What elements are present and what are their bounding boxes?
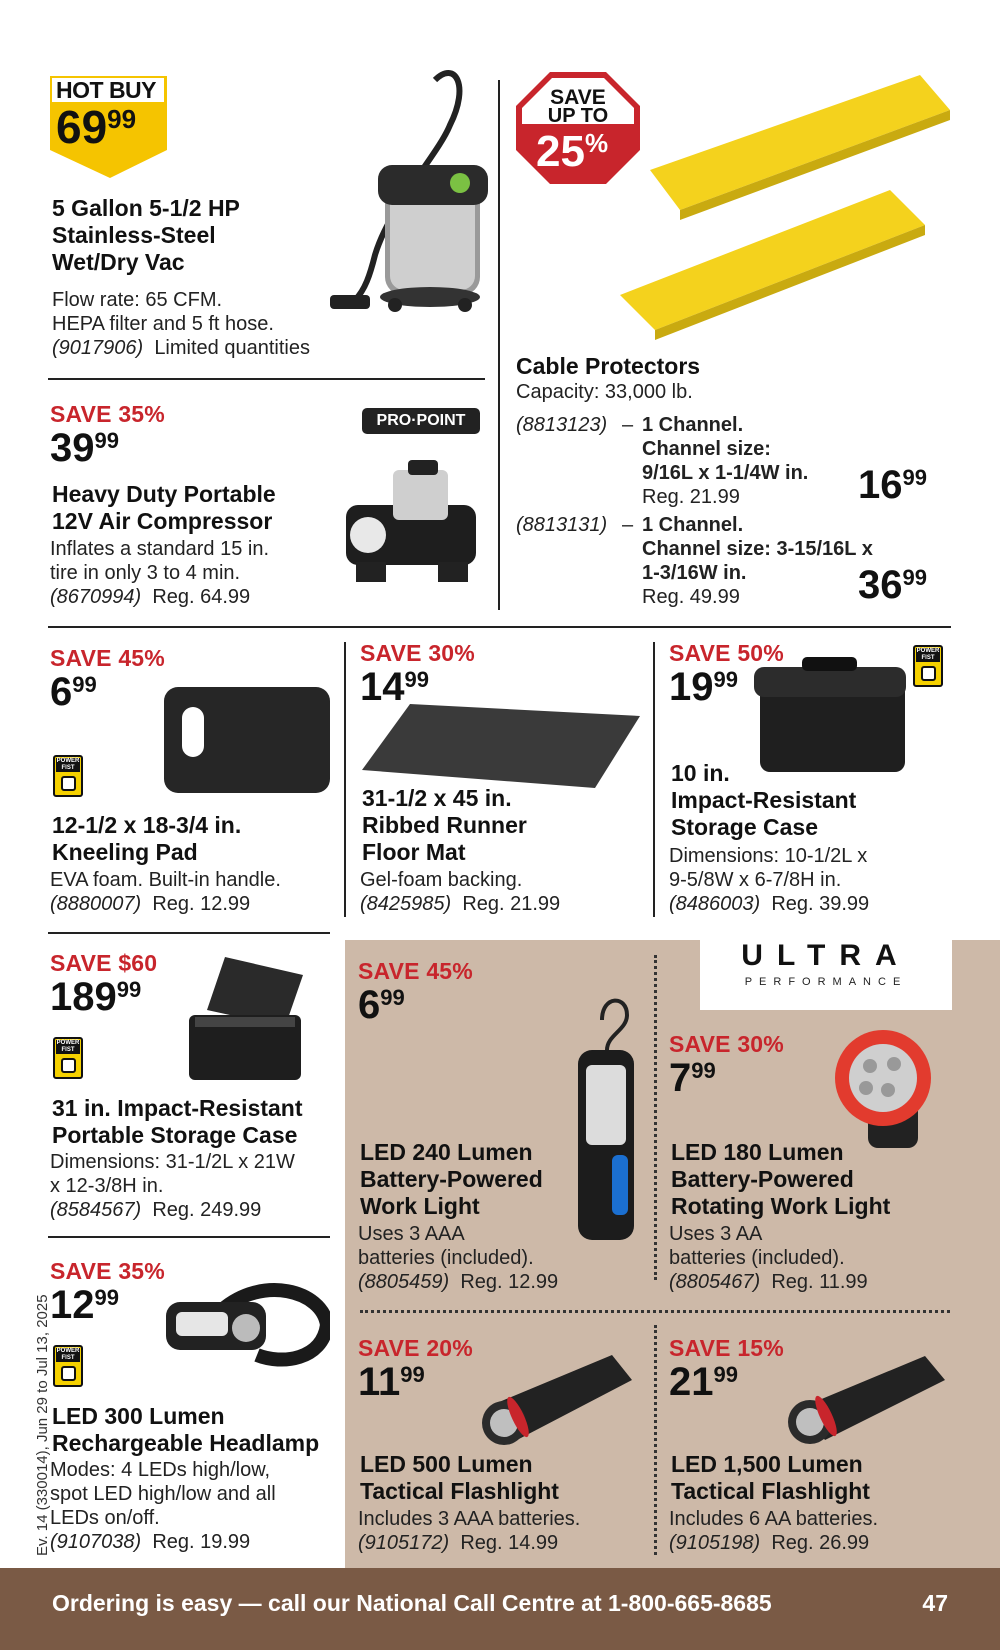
flash500-cents: 99: [400, 1362, 425, 1387]
worklight240-price: [358, 985, 405, 1025]
mat-description: [360, 868, 560, 916]
cable-item1-dash: –: [622, 414, 634, 436]
flashlight-1500-image: [780, 1348, 950, 1448]
mat-reg: Reg. 21.99: [462, 893, 561, 915]
headlamp-save: SAVE 35%: [50, 1258, 165, 1284]
ultra-logo-word: ULTRA: [741, 939, 911, 972]
worklight240-desc-line: batteries (included).: [358, 1247, 534, 1269]
power-fist-label: POWER FIST: [56, 1040, 80, 1053]
case31-desc-line: x 12-3/8H in.: [50, 1175, 164, 1197]
edition-note: Ev. 14 (330014), Jun 29 to Jul 13, 2025: [34, 1294, 51, 1556]
flash500-save: SAVE 20%: [358, 1335, 473, 1361]
worklight240-reg: Reg. 12.99: [460, 1271, 559, 1293]
compressor-title-line: 12V Air Compressor: [52, 508, 273, 534]
divider: [653, 642, 655, 917]
case10-title-line: Impact-Resistant: [671, 787, 857, 813]
kneel-description: [50, 868, 281, 916]
work-light-240-image: [572, 990, 642, 1250]
fist-icon: [61, 1366, 76, 1381]
pro-point-logo: PRO·POINT: [362, 408, 480, 434]
fist-icon: [61, 1058, 76, 1073]
power-fist-label: POWER FIST: [56, 1348, 80, 1361]
compressor-price: [50, 428, 119, 468]
case31-desc-line: Dimensions: 31-1/2L x 21W: [50, 1151, 295, 1173]
mat-dollars: 14: [360, 665, 405, 709]
compressor-reg: Reg. 64.99: [152, 586, 251, 608]
headlamp-dollars: 12: [50, 1283, 95, 1327]
flash1500-save: SAVE 15%: [669, 1335, 784, 1361]
cable-item2-line: 1 Channel.: [642, 514, 744, 536]
cable-item2-line: 1-3/16W in.: [642, 562, 747, 584]
flash500-title-line: LED 500 Lumen: [360, 1451, 533, 1477]
worklight180-title-line: Battery-Powered: [671, 1166, 854, 1192]
case10-dollars: 19: [669, 665, 714, 709]
kneel-title-line: Kneeling Pad: [52, 839, 198, 865]
case10-title: [671, 760, 856, 841]
save-badge-line1: SAVE: [550, 86, 606, 109]
compressor-sku: (8670994): [50, 586, 142, 608]
headlamp-desc-line: Modes: 4 LEDs high/low,: [50, 1459, 271, 1481]
kneeling-pad-image: [162, 685, 332, 795]
cable-item1-sku: (8813123): [516, 414, 608, 436]
case31-cents: 99: [116, 977, 142, 1002]
headlamp-price: [50, 1285, 119, 1325]
wet-dry-vac-image: [330, 65, 490, 325]
worklight240-sku: (8805459): [358, 1271, 450, 1293]
worklight240-dollars: 6: [358, 983, 381, 1027]
flash500-price: [358, 1362, 425, 1402]
cable-item2-details: [642, 513, 873, 609]
headlamp-reg: Reg. 19.99: [152, 1531, 251, 1553]
divider: [48, 626, 951, 628]
headlamp-sku: (9107038): [50, 1531, 142, 1553]
kneel-desc-line: EVA foam. Built-in handle.: [50, 869, 281, 891]
worklight180-price: [669, 1058, 716, 1098]
mat-cents: 99: [404, 667, 429, 692]
fist-icon: [921, 666, 936, 681]
hot-buy-cents: 99: [107, 104, 137, 134]
vac-title-line: Wet/Dry Vac: [52, 249, 185, 275]
flash1500-desc-line: Includes 6 AA batteries.: [669, 1508, 879, 1530]
headlamp-desc-line: LEDs on/off.: [50, 1507, 160, 1529]
flash500-dollars: 11: [358, 1360, 401, 1404]
cable-item2-dollars: 36: [858, 563, 903, 607]
worklight240-title-line: Work Light: [360, 1193, 480, 1219]
kneel-dollars: 6: [50, 670, 73, 714]
kneel-sku: (8880007): [50, 893, 142, 915]
worklight180-desc-line: Uses 3 AA: [669, 1223, 763, 1245]
flash500-title-line: Tactical Flashlight: [360, 1478, 559, 1504]
worklight180-description: [669, 1222, 868, 1294]
footer-bar: [0, 1568, 1000, 1650]
worklight240-title: [360, 1139, 543, 1220]
case31-title-line: 31 in. Impact-Resistant: [52, 1095, 303, 1121]
case31-save: SAVE $60: [50, 950, 158, 976]
case31-title-line: Portable Storage Case: [52, 1122, 298, 1148]
save-badge-number: 25: [536, 127, 585, 176]
rotating-work-light-image: [828, 1028, 943, 1153]
flash500-description: [358, 1507, 580, 1555]
flashlight-500-image: [472, 1345, 642, 1450]
cable-item1-line: 1 Channel.: [642, 414, 744, 436]
divider: [48, 378, 485, 380]
case10-reg: Reg. 39.99: [771, 893, 870, 915]
case10-title-line: Storage Case: [671, 814, 819, 840]
worklight180-cents: 99: [691, 1058, 716, 1083]
kneel-cents: 99: [72, 672, 97, 697]
power-fist-badge: [53, 755, 83, 797]
case31-title: [52, 1095, 303, 1149]
cable-item1-cents: 99: [902, 465, 927, 490]
headlamp-description: [50, 1458, 276, 1554]
case10-sku: (8486003): [669, 893, 761, 915]
case10-cents: 99: [713, 667, 738, 692]
flash500-sku: (9105172): [358, 1532, 450, 1554]
power-fist-label: POWER FIST: [916, 648, 940, 661]
flash1500-cents: 99: [713, 1362, 738, 1387]
kneel-title: [52, 812, 241, 866]
vac-sku: (9017906): [52, 337, 144, 359]
compressor-cents: 99: [94, 428, 119, 453]
flash1500-dollars: 21: [669, 1360, 714, 1404]
floor-mat-image: [360, 700, 642, 790]
compressor-title: [52, 481, 276, 535]
cable-item1-price: [858, 465, 927, 505]
worklight240-save: SAVE 45%: [358, 958, 473, 984]
compressor-save: SAVE 35%: [50, 401, 165, 427]
case31-price: [50, 977, 141, 1017]
kneel-title-line: 12-1/2 x 18-3/4 in.: [52, 812, 242, 838]
kneel-save: SAVE 45%: [50, 645, 165, 671]
headlamp-title-line: Rechargeable Headlamp: [52, 1430, 320, 1456]
vac-title: [52, 195, 240, 276]
dotted-divider: [654, 1325, 657, 1555]
cable-protector-image: [620, 65, 950, 340]
cable-item2-dash: –: [622, 514, 634, 536]
kneel-reg: Reg. 12.99: [152, 893, 251, 915]
case10-description: [669, 844, 869, 916]
compressor-description: [50, 537, 269, 609]
cable-item2-line: Channel size: 3-15/16L x: [642, 538, 873, 560]
vac-title-line: Stainless-Steel: [52, 222, 216, 248]
mat-save: SAVE 30%: [360, 640, 475, 666]
worklight240-title-line: Battery-Powered: [360, 1166, 543, 1192]
hot-buy-dollars: 69: [56, 101, 108, 153]
vac-note: Limited quantities: [154, 337, 310, 359]
cable-item2-price: [858, 565, 927, 605]
headlamp-desc-line: spot LED high/low and all: [50, 1483, 276, 1505]
divider: [344, 642, 346, 917]
flash1500-price: [669, 1362, 738, 1402]
divider: [48, 1236, 330, 1238]
flash1500-description: [669, 1507, 878, 1555]
save-badge-line2: UP TO: [547, 105, 609, 127]
worklight240-desc-line: Uses 3 AAA: [358, 1223, 465, 1245]
flash1500-title-line: Tactical Flashlight: [671, 1478, 870, 1504]
cable-item2-reg: Reg. 49.99: [642, 586, 740, 608]
cable-item2-cents: 99: [902, 565, 927, 590]
flash1500-reg: Reg. 26.99: [771, 1532, 870, 1554]
cable-item1-details: [642, 413, 808, 509]
divider: [498, 80, 500, 610]
ultra-performance-logo: [700, 925, 952, 1010]
worklight180-sku: (8805467): [669, 1271, 761, 1293]
air-compressor-image: [338, 450, 488, 590]
mat-sku: (8425985): [360, 893, 452, 915]
case10-desc-line: Dimensions: 10-1/2L x: [669, 845, 868, 867]
worklight180-save: SAVE 30%: [669, 1031, 784, 1057]
worklight240-title-line: LED 240 Lumen: [360, 1139, 533, 1165]
case10-price: [669, 667, 738, 707]
compressor-title-line: Heavy Duty Portable: [52, 481, 276, 507]
case10-title-line: 10 in.: [671, 760, 730, 786]
power-fist-label: POWER FIST: [56, 758, 80, 771]
vac-desc-line: Flow rate: 65 CFM.: [52, 289, 223, 311]
compressor-desc-line: tire in only 3 to 4 min.: [50, 562, 241, 584]
hot-buy-price: [56, 101, 137, 153]
case31-description: [50, 1150, 295, 1222]
mat-title-line: Ribbed Runner: [362, 812, 527, 838]
dotted-divider: [654, 955, 657, 1280]
divider: [48, 932, 330, 934]
cable-item1-line: Channel size:: [642, 438, 771, 460]
worklight180-title-line: LED 180 Lumen: [671, 1139, 844, 1165]
flash500-title: [360, 1451, 559, 1505]
save-badge-amount: [536, 127, 609, 176]
cable-item1-dollars: 16: [858, 463, 903, 507]
cable-title: Cable Protectors: [516, 353, 701, 379]
worklight180-title: [671, 1139, 890, 1220]
flash500-reg: Reg. 14.99: [460, 1532, 559, 1554]
power-fist-badge: [53, 1037, 83, 1079]
worklight180-dollars: 7: [669, 1056, 692, 1100]
hot-buy-badge: [42, 70, 177, 182]
fist-icon: [61, 776, 76, 791]
vac-title-line: 5 Gallon 5-1/2 HP: [52, 195, 240, 221]
worklight180-desc-line: batteries (included).: [669, 1247, 845, 1269]
call-centre-text: Ordering is easy — call our National Call Centre at 1-800-665-8685: [52, 1590, 772, 1616]
flash500-desc-line: Includes 3 AAA batteries.: [358, 1508, 581, 1530]
mat-title-line: Floor Mat: [362, 839, 466, 865]
storage-case-31in-image: [185, 955, 310, 1085]
headlamp-cents: 99: [94, 1285, 119, 1310]
save-badge-percent: %: [584, 128, 609, 158]
kneel-price: [50, 672, 97, 712]
case31-reg: Reg. 249.99: [152, 1199, 262, 1221]
vac-description: [52, 288, 310, 360]
hot-buy-label: HOT BUY: [56, 77, 156, 103]
cable-item2-sku: (8813131): [516, 514, 608, 536]
flash1500-sku: (9105198): [669, 1532, 761, 1554]
compressor-dollars: 39: [50, 426, 95, 470]
flash1500-title: [671, 1451, 870, 1505]
case31-sku: (8584567): [50, 1199, 142, 1221]
case10-save: SAVE 50%: [669, 640, 784, 666]
power-fist-badge: [913, 645, 943, 687]
worklight180-reg: Reg. 11.99: [771, 1271, 868, 1293]
mat-title: [362, 785, 527, 866]
headlamp-image: [162, 1280, 330, 1368]
ultra-logo-sub: PERFORMANCE: [744, 976, 908, 988]
case31-dollars: 189: [50, 975, 117, 1019]
cable-item1-line: 9/16L x 1-1/4W in.: [642, 462, 809, 484]
worklight240-description: [358, 1222, 558, 1294]
compressor-desc-line: Inflates a standard 15 in.: [50, 538, 270, 560]
flash1500-title-line: LED 1,500 Lumen: [671, 1451, 863, 1477]
headlamp-title: [52, 1403, 319, 1457]
case10-desc-line: 9-5/8W x 6-7/8H in.: [669, 869, 842, 891]
worklight240-cents: 99: [380, 985, 405, 1010]
cable-item1-reg: Reg. 21.99: [642, 486, 740, 508]
mat-title-line: 31-1/2 x 45 in.: [362, 785, 512, 811]
headlamp-title-line: LED 300 Lumen: [52, 1403, 225, 1429]
cable-capacity: Capacity: 33,000 lb.: [516, 381, 693, 403]
page-number: 47: [922, 1590, 948, 1616]
power-fist-badge: [53, 1345, 83, 1387]
vac-desc-line: HEPA filter and 5 ft hose.: [52, 313, 274, 335]
mat-desc-line: Gel-foam backing.: [360, 869, 523, 891]
dotted-divider: [360, 1310, 950, 1313]
worklight180-title-line: Rotating Work Light: [671, 1193, 891, 1219]
storage-case-10in-image: [752, 655, 910, 775]
